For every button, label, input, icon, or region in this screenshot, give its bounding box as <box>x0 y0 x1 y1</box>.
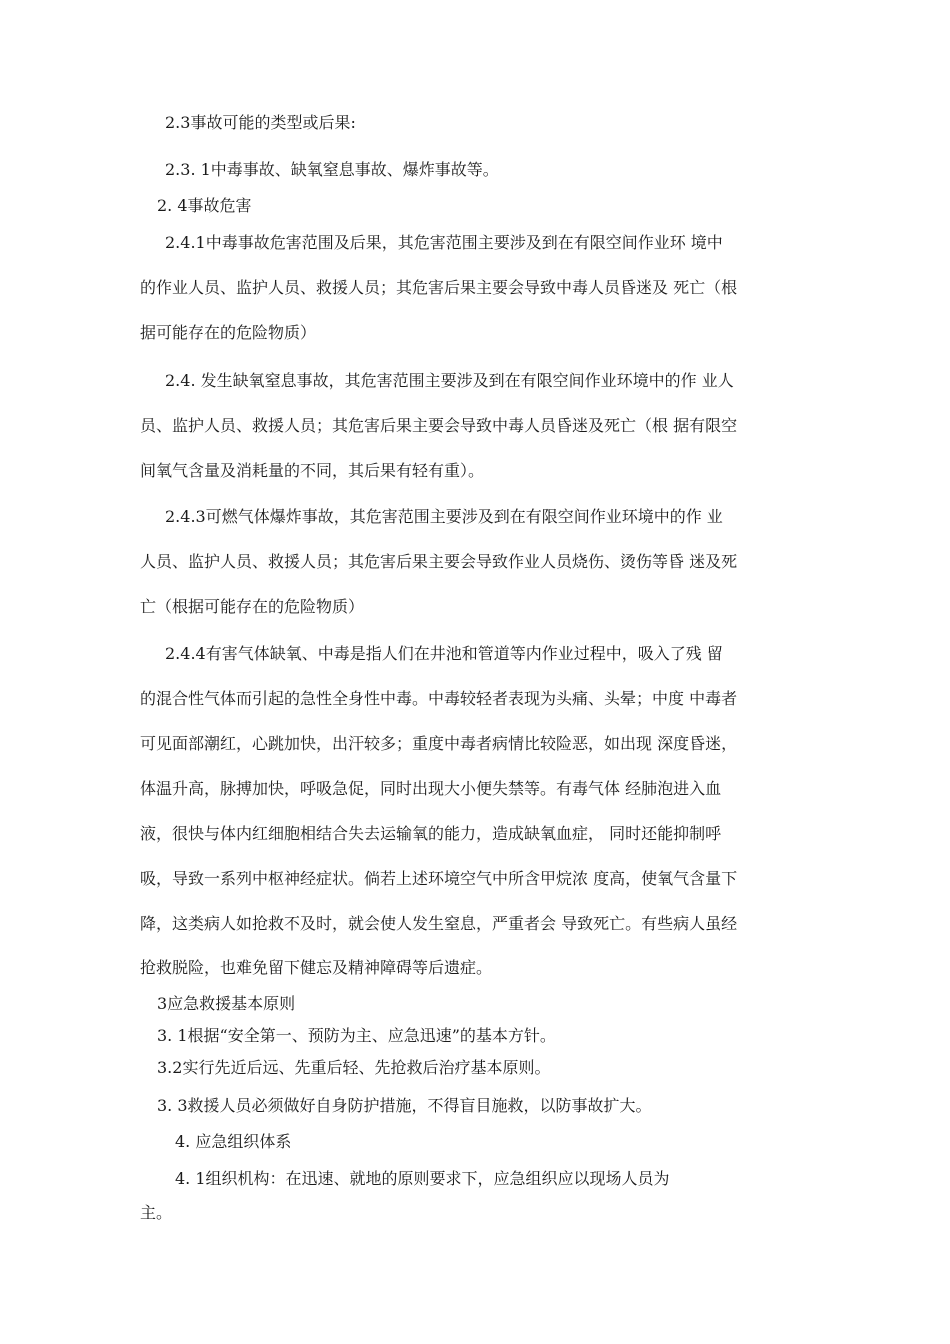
para-2-4-3-line-3: 亡（根据可能存在的危险物质） <box>140 597 365 616</box>
para-2-4-3-line-1: 2.4.3可燃气体爆炸事故，其危害范围主要涉及到在有限空间作业环境中的作 业 <box>165 507 723 526</box>
para-2-4-4-line-6: 吸，导致一系列中枢神经症状。倘若上述环境空气中所含甲烷浓 度高，使氧气含量下 <box>140 869 738 888</box>
para-2-4-1-line-1: 2.4.1中毒事故危害范围及后果，其危害范围主要涉及到在有限空间作业环 境中 <box>165 233 723 252</box>
heading-4: 4. 应急组织体系 <box>175 1132 292 1151</box>
para-2-4-1-line-3: 据可能存在的危险物质） <box>140 323 317 342</box>
para-2-4-4-line-4: 体温升高，脉搏加快，呼吸急促，同时出现大小便失禁等。有毒气体 经肺泡进入血 <box>140 779 722 798</box>
para-2-4-1-line-2: 的作业人员、监护人员、救援人员；其危害后果主要会导致中毒人员昏迷及 死亡（根 <box>140 278 738 297</box>
item-3-3: 3. 3救援人员必须做好自身防护措施，不得盲目施救，以防事故扩大。 <box>157 1096 652 1115</box>
heading-2-3: 2.3事故可能的类型或后果: <box>165 113 356 132</box>
heading-3: 3应急救援基本原则 <box>157 994 296 1013</box>
item-4-1-line-2: 主。 <box>140 1203 173 1222</box>
para-2-4-4-line-2: 的混合性气体而引起的急性全身性中毒。中毒较轻者表现为头痛、头晕；中度 中毒者 <box>140 689 738 708</box>
para-2-4-4-line-7: 降，这类病人如抢救不及时，就会使人发生窒息，严重者会 导致死亡。有些病人虽经 <box>140 914 738 933</box>
item-4-1-line-1: 4. 1组织机构：在迅速、就地的原则要求下，应急组织应以现场人员为 <box>175 1169 670 1188</box>
para-2-4-4-line-5: 液，很快与体内红细胞相结合失去运输氧的能力，造成缺氧血症， 同时还能抑制呼 <box>140 824 722 843</box>
para-2-4-2-line-3: 间氧气含量及消耗量的不同，其后果有轻有重）。 <box>140 461 485 480</box>
heading-2-4: 2. 4事故危害 <box>157 196 252 215</box>
item-3-1: 3. 1根据“安全第一、预防为主、应急迅速”的基本方针。 <box>157 1026 556 1045</box>
para-2-4-4-line-3: 可见面部潮红，心跳加快，出汗较多；重度中毒者病情比较险恶，如出现 深度昏迷， <box>140 734 738 753</box>
item-2-3-1: 2.3. 1中毒事故、缺氧窒息事故、爆炸事故等。 <box>165 160 499 179</box>
para-2-4-2-line-2: 员、监护人员、救援人员；其危害后果主要会导致中毒人员昏迷及死亡（根 据有限空 <box>140 416 738 435</box>
item-3-2: 3.2实行先近后远、先重后轻、先抢救后治疗基本原则。 <box>157 1058 551 1077</box>
para-2-4-4-line-1: 2.4.4有害气体缺氧、中毒是指人们在井池和管道等内作业过程中，吸入了残 留 <box>165 644 723 663</box>
para-2-4-4-line-8: 抢救脱险，也难免留下健忘及精神障碍等后遗症。 <box>140 958 493 977</box>
para-2-4-3-line-2: 人员、监护人员、救援人员；其危害后果主要会导致作业人员烧伤、烫伤等昏 迷及死 <box>140 552 738 571</box>
para-2-4-2-line-1: 2.4. 发生缺氧窒息事故，其危害范围主要涉及到在有限空间作业环境中的作 业人 <box>165 371 734 390</box>
